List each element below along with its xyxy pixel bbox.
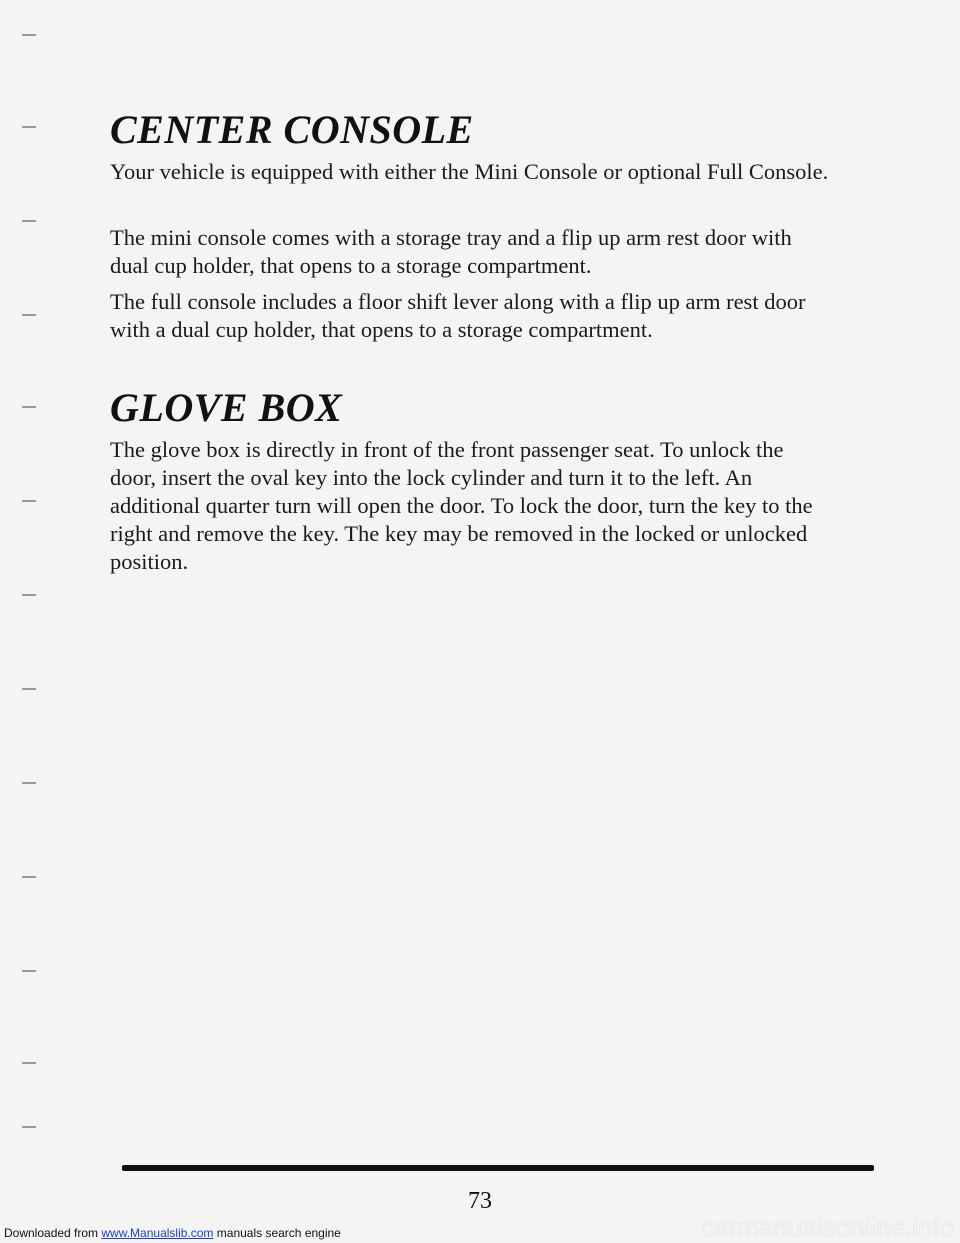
margin-tick [22, 688, 36, 690]
margin-tick [22, 500, 36, 502]
margin-tick [22, 1062, 36, 1064]
paragraph-full-console: The full console includes a floor shift lever along with a flip up arm rest door with a dual cup holder, that opens to a storage compartment. [110, 289, 806, 342]
footer-prefix: Downloaded from [4, 1226, 102, 1240]
margin-tick [22, 220, 36, 222]
watermark: carmanualsonline.info [701, 1212, 954, 1242]
manualslib-link[interactable]: www.Manualslib.com [101, 1226, 214, 1240]
section-heading-center-console: CENTER CONSOLE [110, 107, 474, 152]
paragraph-console-types: Your vehicle is equipped with either the Mini Console or optional Full Console. [110, 159, 829, 184]
margin-tick [22, 876, 36, 878]
margin-tick [22, 1126, 36, 1128]
margin-tick [22, 314, 36, 316]
section-heading-glove-box: GLOVE BOX [110, 385, 343, 430]
margin-tick [22, 126, 36, 128]
paragraph-mini-console: The mini console comes with a storage tray and a flip up arm rest door with dual cup holder, that opens to a storage compartment. [110, 225, 792, 278]
paragraph-glove-box: The glove box is directly in front of the front passenger seat. To unlock the door, insert the oval key into the lock cylinder and turn it to the left. An additional quarter turn will open the door. To lock the door, turn the key to the right and remove the key. The key may be removed in the locked or unlocked position. [110, 437, 813, 574]
margin-tick [22, 782, 36, 784]
margin-tick [22, 34, 36, 36]
page-number: 73 [468, 1188, 492, 1214]
footer-suffix: manuals search engine [213, 1226, 341, 1240]
footer-rule [122, 1165, 874, 1171]
download-footer [4, 1226, 341, 1240]
margin-tick [22, 406, 36, 408]
margin-tick [22, 970, 36, 972]
margin-tick [22, 594, 36, 596]
